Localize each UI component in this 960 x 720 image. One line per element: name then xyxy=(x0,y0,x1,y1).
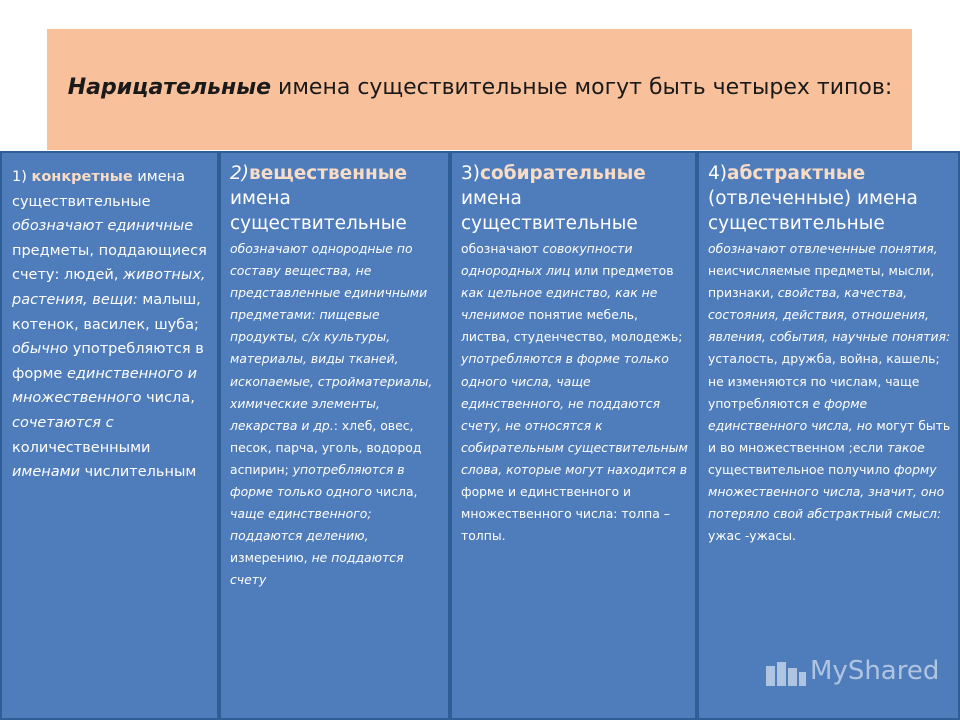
title-bold-word: Нарицательные xyxy=(67,75,272,100)
column-heading xyxy=(12,165,209,214)
body-text-segment: измерению, xyxy=(230,550,312,566)
body-text-segment: : хлеб, овес, песок, парча, уголь, водород аспирин; xyxy=(230,417,422,477)
column-body xyxy=(12,214,209,485)
body-text-segment: количественными xyxy=(12,439,151,456)
body-text-segment: числа, xyxy=(141,390,195,407)
column-heading xyxy=(461,161,689,236)
column-number: 1) xyxy=(12,169,32,185)
body-text-segment: именами xyxy=(12,464,81,481)
body-text-segment: предметы, поддающиеся счету: людей, xyxy=(12,242,207,284)
myshared-logo-icon xyxy=(764,658,808,690)
column-collective xyxy=(450,151,697,720)
body-text-segment: употребляются в форме xyxy=(12,341,204,382)
column-heading-tail: (отвлеченные) имена существительные xyxy=(708,188,918,234)
column-number: 3) xyxy=(461,163,480,184)
column-concrete xyxy=(0,151,219,720)
body-text-segment: могут быть и во множественном ;если xyxy=(708,417,951,455)
body-text-segment: обозначают однородные по составу вещества, не представленные единичными предметами: пищевые продукты, с/х культуры, материалы, виды тканей, ископаемые, стройматериалы, химические элементы, лекарства и др. xyxy=(230,241,433,433)
body-text-segment: числа, xyxy=(371,484,418,500)
body-text-segment: существительное получило xyxy=(708,461,894,477)
body-text-segment: малыш, котенок, василек, шуба; xyxy=(12,291,201,333)
body-text-segment: такое xyxy=(887,439,925,455)
body-text-segment: обычно xyxy=(12,341,69,358)
column-heading-tail: имена существительные xyxy=(12,169,186,210)
column-material xyxy=(219,151,450,720)
body-text-segment: употребляются в форме только одного числа, чаще единственного, не поддаются счету, не относятся к собирательным существительным слова, которые могут находится в xyxy=(461,351,688,477)
body-text-segment: обозначают отвлеченные понятия, xyxy=(708,241,938,256)
column-kind: конкретные xyxy=(31,169,133,185)
column-heading-tail: имена существительные xyxy=(461,188,638,234)
column-heading-tail: имена существительные xyxy=(230,188,407,234)
watermark xyxy=(764,654,944,694)
slide-title xyxy=(60,72,900,103)
body-text-segment: е форме единственного числа, но xyxy=(708,395,873,433)
body-text-segment: усталость, дружба, война, кашель; не изменяются по числам, чаще употребляются xyxy=(708,351,940,411)
body-text-segment: обозначают единичные xyxy=(12,218,194,235)
column-number: 4) xyxy=(708,163,727,184)
body-text-segment: совокупности однородных лиц xyxy=(461,241,633,279)
body-text-segment: числительным xyxy=(80,464,197,481)
body-text-segment: не поддаются счету xyxy=(230,550,404,588)
column-kind: абстрактные xyxy=(727,163,866,184)
watermark-text: MyShared xyxy=(810,656,940,686)
body-text-segment: ужас -ужасы. xyxy=(708,528,796,544)
body-text-segment: чаще единственного; поддаются делению, xyxy=(230,506,372,544)
body-text-segment: как цельное единство, как не членимое xyxy=(461,285,658,323)
column-body xyxy=(461,238,689,547)
body-text-segment: форму множественного числа, значит, оно потеряло свой абстрактный смысл: xyxy=(708,461,945,522)
body-text-segment: единственного и множественного xyxy=(12,365,198,407)
column-abstract xyxy=(697,151,960,720)
body-text-segment: свойства, качества, состояния, действия, отношения, явления, события, научные понятия: xyxy=(708,285,951,345)
body-text-segment: животных, растения, вещи: xyxy=(12,267,206,308)
column-kind: вещественные xyxy=(249,163,408,184)
body-text-segment: форме и единственного и множественного числа: толпа – толпы. xyxy=(461,484,670,544)
body-text-segment: неисчисляемые предметы, мысли, признаки, xyxy=(708,263,935,301)
title-rest: имена существительные могут быть четырех типов: xyxy=(271,75,893,100)
column-number: 2) xyxy=(230,163,249,184)
body-text-segment: или предметов xyxy=(570,263,674,279)
column-heading xyxy=(708,161,952,236)
body-text-segment: употребляются в форме только одного xyxy=(230,461,405,500)
body-text-segment: сочетаются с xyxy=(12,414,114,431)
column-heading xyxy=(230,161,442,236)
body-text-segment: обозначают xyxy=(461,241,543,256)
column-body xyxy=(708,238,952,547)
body-text-segment: понятие мебель, листва, студенчество, молодежь; xyxy=(461,307,683,345)
column-kind: собирательные xyxy=(480,163,646,184)
column-body xyxy=(230,238,442,592)
